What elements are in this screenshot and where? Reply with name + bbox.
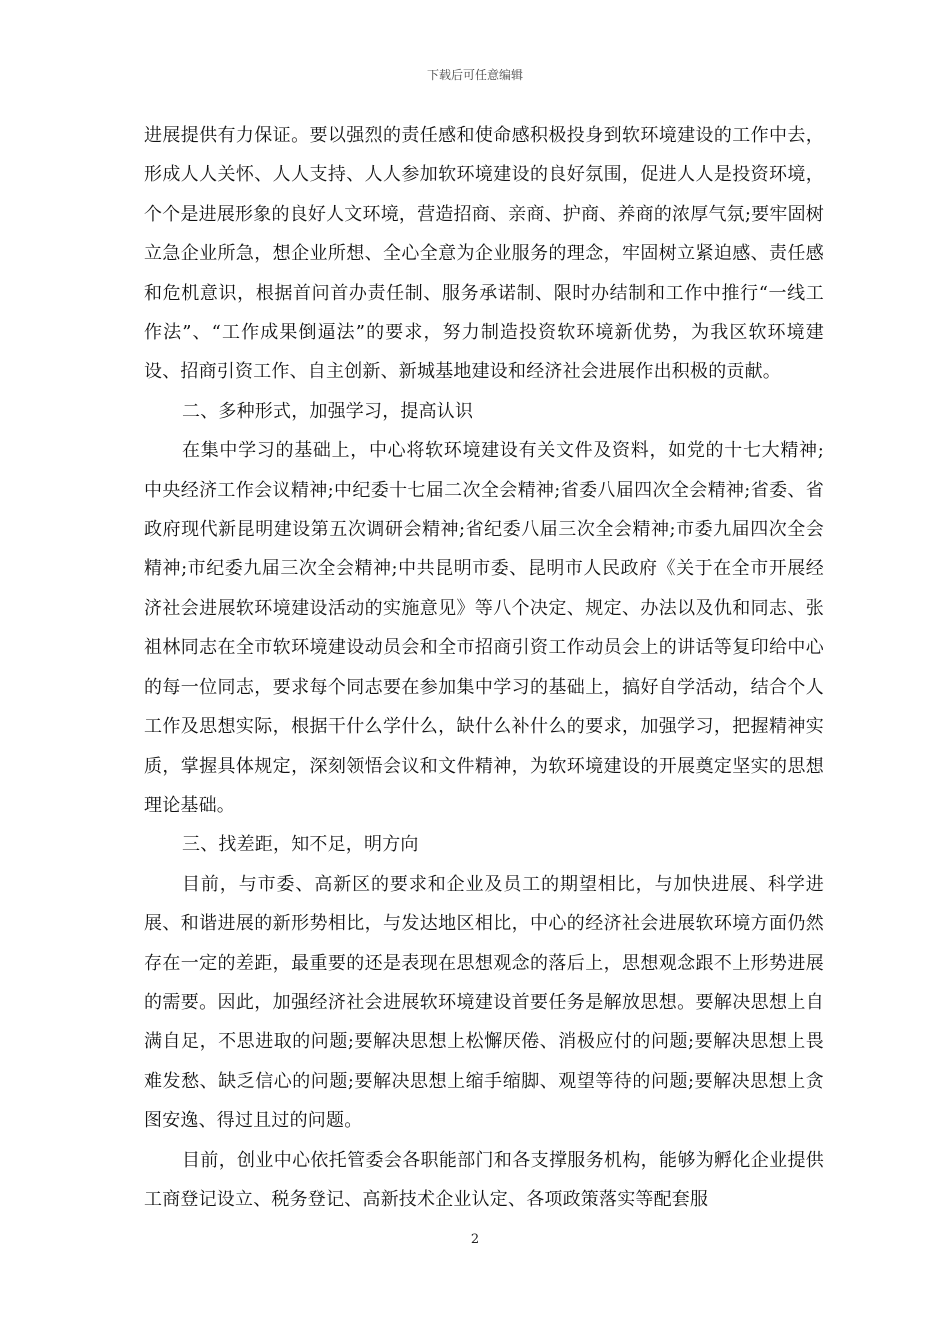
paragraph-continued: 进展提供有力保证。要以强烈的责任感和使命感积极投身到软环境建设的工作中去，形成人人关怀、人人支持、人人参加软环境建设的良好氛围，促进人人是投资环境，个个是进展形象的良好人文环境，营造招商、亲商、护商、养商的浓厚气氛;要牢固树立急企业所急，想企业所想、全心全意为企业服务的理念，牢固树立紧迫感、责任感和危机意识，根据首问首办责任制、服务承诺制、限时办结制和工作中推行“一线工作法”、“工作成果倒逼法”的要求，努力制造投资软环境新优势，为我区软环境建设、招商引资工作、自主创新、新城基地建设和经济社会进展作出积极的贡献。: [144, 125, 824, 383]
section-heading-3: 三、找差距，知不足，明方向: [182, 834, 419, 856]
paragraph-services: 目前，创业中心依托管委会各职能部门和各支撑服务机构，能够为孵化企业提供工商登记设立、税务登记、高新技术企业认定、各项政策落实等配套服: [144, 1149, 824, 1210]
document-body: [144, 116, 824, 1219]
page-number: 2: [470, 1232, 480, 1247]
section-heading-2: 二、多种形式，加强学习，提高认识: [182, 400, 474, 422]
paragraph-study: 在集中学习的基础上，中心将软环境建设有关文件及资料，如党的十七大精神;中央经济工作会议精神;中纪委十七届二次全会精神;省委八届四次全会精神;省委、省政府现代新昆明建设第五次调研会精神;省纪委八届三次全会精神;市委九届四次全会精神;市纪委九届三次全会精神;中共昆明市委、昆明市人民政府《关于在全市开展经济社会进展软环境建设活动的实施意见》等八个决定、规定、办法以及仇和同志、张祖林同志在全市软环境建设动员会和全市招商引资工作动员会上的讲话等复印给中心的每一位同志，要求每个同志要在参加集中学习的基础上，搞好自学活动，结合个人工作及思想实际，根据干什么学什么，缺什么补什么的要求，加强学习，把握精神实质，掌握具体规定，深刻领悟会议和文件精神，为软环境建设的开展奠定坚实的思想理论基础。: [144, 440, 824, 816]
page-header: 下载后可任意编辑: [426, 68, 523, 82]
paragraph-gap: 目前，与市委、高新区的要求和企业及员工的期望相比，与加快进展、科学进展、和谐进展的新形势相比，与发达地区相比，中心的经济社会进展软环境方面仍然存在一定的差距，最重要的还是表现在思想观念的落后上，思想观念跟不上形势进展的需要。因此，加强经济社会进展软环境建设首要任务是解放思想。要解决思想上自满自足，不思进取的问题;要解决思想上松懈厌倦、消极应付的问题;要解决思想上畏难发愁、缺乏信心的问题;要解决思想上缩手缩脚、观望等待的问题;要解决思想上贪图安逸、得过且过的问题。: [144, 873, 824, 1132]
